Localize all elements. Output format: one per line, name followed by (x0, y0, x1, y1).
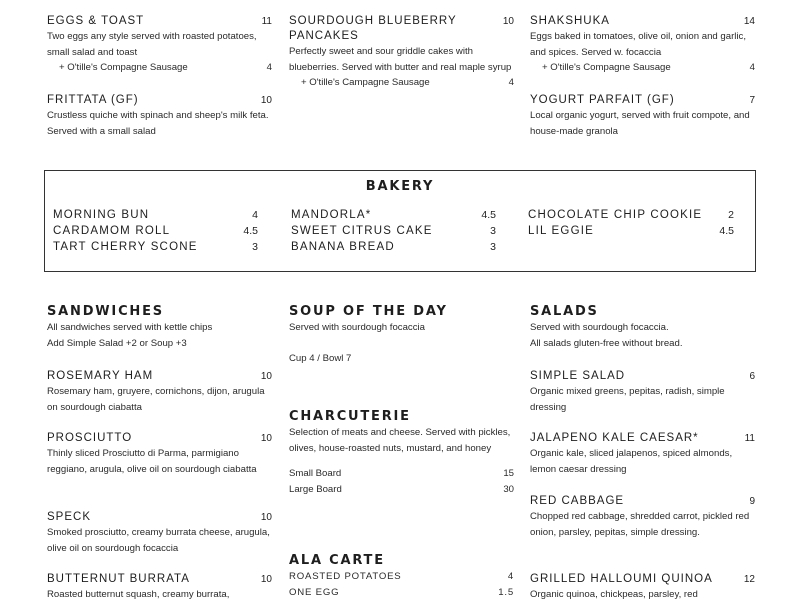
item-price: 14 (743, 16, 755, 27)
section-note: All salads gluten-free without bread. (530, 337, 683, 349)
board-price: 30 (503, 484, 514, 495)
section-title-bakery: BAKERY (365, 179, 435, 194)
bakery-item-name: SWEET CITRUS CAKE (291, 225, 433, 237)
addon-label: + O'tille's Compagne Sausage (59, 62, 188, 73)
item-name: FRITTATA (GF) (47, 94, 139, 106)
ala-carte-item (289, 585, 514, 600)
item-name: RED CABBAGE (530, 495, 625, 507)
section-title-charcuterie: CHARCUTERIE (289, 409, 411, 424)
board-price: 15 (503, 468, 514, 479)
section-note: Served with sourdough focaccia. (530, 322, 669, 333)
section-soup (289, 304, 514, 366)
bakery-column-2 (291, 207, 496, 255)
addon-price: 4 (749, 62, 755, 73)
ala-carte-price: 1.5 (498, 586, 514, 598)
section-note: Served with sourdough focaccia (289, 322, 425, 333)
section-title-sandwiches: SANDWICHES (47, 304, 164, 319)
menu-item-frittata (47, 93, 272, 139)
section-sandwiches (47, 304, 272, 351)
item-description: Eggs baked in tomatoes, olive oil, onion and garlic, and spices. Served w. focaccia (530, 31, 746, 58)
bakery-item-price: 3 (490, 225, 496, 237)
item-name: SPECK (47, 511, 91, 523)
item-name: JALAPENO KALE CAESAR* (530, 432, 699, 444)
menu-item-kale-caesar (530, 431, 755, 477)
item-price: 10 (502, 16, 514, 27)
item-name-line2: PANCAKES (289, 30, 359, 42)
bakery-item-price: 2 (728, 209, 734, 221)
addon-label: + O'tille's Campagne Sausage (301, 77, 430, 88)
item-price: 12 (743, 574, 755, 585)
item-price: 10 (260, 574, 272, 585)
item-name: EGGS & TOAST (47, 15, 145, 27)
item-price: 7 (749, 95, 755, 106)
section-salads (530, 304, 755, 351)
bakery-item (53, 207, 258, 223)
bakery-item-name: CARDAMOM ROLL (53, 225, 171, 237)
item-name: SOURDOUGH BLUEBERRY (289, 15, 457, 27)
menu-item-simple-salad (530, 369, 755, 415)
board-small (289, 466, 514, 482)
ala-carte-item (289, 569, 514, 585)
menu-item-rosemary-ham (47, 369, 272, 415)
bakery-item-price: 3 (252, 241, 258, 253)
bakery-item (528, 223, 734, 239)
board-label: Small Board (289, 468, 342, 479)
bakery-item (53, 239, 258, 255)
item-name: SHAKSHUKA (530, 15, 610, 27)
bakery-item-name: TART CHERRY SCONE (53, 241, 198, 253)
addon-price: 4 (508, 77, 514, 88)
bakery-item-name: BANANA BREAD (291, 241, 395, 253)
item-name: SIMPLE SALAD (530, 370, 626, 382)
section-note: Add Simple Salad +2 or Soup +3 (47, 337, 187, 349)
ala-carte-label: ONE EGG (289, 586, 340, 598)
section-title-soup: SOUP OF THE DAY (289, 304, 448, 319)
item-description: Crustless quiche with spinach and sheep's milk feta. Served with a small salad (47, 110, 269, 137)
bakery-column-1 (53, 207, 258, 255)
item-price: 10 (260, 371, 272, 382)
menu-item-red-cabbage (530, 494, 755, 540)
section-ala-carte (289, 553, 514, 600)
bakery-item-price: 4.5 (481, 209, 496, 221)
bakery-item (291, 207, 496, 223)
bakery-item-price: 4.5 (243, 225, 258, 237)
item-description: Chopped red cabbage, shredded carrot, pickled red onion, parsley, pepitas, simple dressing. (530, 511, 750, 538)
bakery-item-price: 3 (490, 241, 496, 253)
item-price: 9 (749, 496, 755, 507)
item-name: GRILLED HALLOUMI QUINOA (530, 573, 713, 585)
item-description: Smoked prosciutto, creamy burrata cheese, arugula, olive oil on sourdough focaccia (47, 527, 270, 554)
item-price: 11 (744, 433, 755, 444)
bakery-item-name: MANDORLA* (291, 209, 372, 221)
bakery-box (44, 170, 756, 272)
item-price: 10 (260, 433, 272, 444)
section-title-salads: SALADS (530, 304, 599, 319)
bakery-item (291, 223, 496, 239)
item-description: Organic kale, sliced jalapenos, spiced almonds, lemon caesar dressing (530, 448, 733, 475)
menu-item-yogurt-parfait (530, 93, 755, 139)
section-note: Selection of meats and cheese. Served with pickles, olives, house-roasted nuts, mustard, and honey (289, 427, 511, 454)
item-description: Roasted butternut squash, creamy burrata, (47, 589, 230, 600)
menu-item-halloumi-quinoa (530, 572, 755, 600)
item-price: 10 (260, 512, 272, 523)
item-description: Perfectly sweet and sour griddle cakes with blueberries. Served with butter and real maple syrup (289, 46, 512, 73)
bakery-column-3 (528, 207, 734, 239)
section-note: All sandwiches served with kettle chips (47, 322, 213, 333)
item-price: 11 (261, 16, 272, 27)
section-title-ala-carte: ALA CARTE (289, 553, 385, 568)
section-charcuterie (289, 409, 514, 498)
item-description: Thinly sliced Prosciutto di Parma, parmigiano reggiano, arugula, olive oil on sourdough ciabatta (47, 448, 257, 475)
bakery-item-name: MORNING BUN (53, 209, 150, 221)
item-description: Organic quinoa, chickpeas, parsley, red (530, 589, 698, 600)
item-price: 6 (749, 371, 755, 382)
item-name: YOGURT PARFAIT (GF) (530, 94, 675, 106)
item-price: 10 (260, 95, 272, 106)
item-description: Organic mixed greens, pepitas, radish, simple dressing (530, 386, 725, 413)
item-description: Local organic yogurt, served with fruit compote, and house-made granola (530, 110, 750, 137)
bakery-item-price: 4 (252, 209, 258, 221)
item-description: Rosemary ham, gruyere, cornichons, dijon, arugula on sourdough ciabatta (47, 386, 265, 413)
bakery-item-name: CHOCOLATE CHIP COOKIE (528, 209, 703, 221)
addon-label: + O'tille's Compagne Sausage (542, 62, 671, 73)
menu-item-prosciutto (47, 431, 272, 477)
bakery-item (291, 239, 496, 255)
bakery-item (53, 223, 258, 239)
item-name: PROSCIUTTO (47, 432, 133, 444)
ala-carte-price: 4 (507, 571, 514, 582)
item-name: BUTTERNUT BURRATA (47, 573, 190, 585)
menu-item-butternut-burrata (47, 572, 272, 600)
board-label: Large Board (289, 484, 342, 495)
menu-item-pancakes (289, 14, 514, 91)
bakery-item-name: LIL EGGIE (528, 225, 594, 237)
addon-price: 4 (266, 62, 272, 73)
bakery-item (528, 207, 734, 223)
board-large (289, 482, 514, 498)
soup-sizes: Cup 4 / Bowl 7 (289, 352, 352, 364)
item-description: Two eggs any style served with roasted potatoes, small salad and toast (47, 31, 257, 58)
ala-carte-label: ROASTED POTATOES (289, 571, 402, 582)
bakery-item-price: 4.5 (719, 225, 734, 237)
menu-item-speck (47, 510, 272, 556)
item-name: ROSEMARY HAM (47, 370, 154, 382)
menu-item-shakshuka (530, 14, 755, 76)
menu-item-eggs-toast (47, 14, 272, 76)
